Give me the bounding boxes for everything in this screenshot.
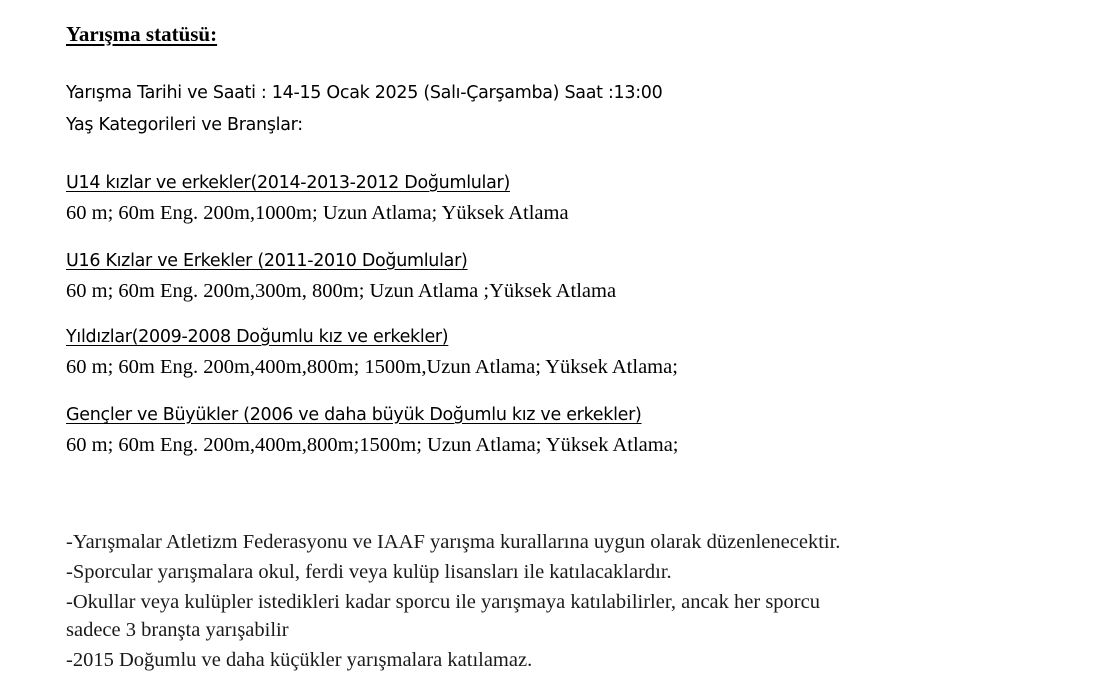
date-time-line: Yarışma Tarihi ve Saati : 14-15 Ocak 2025 (Salı-Çarşamba) Saat :13:00 <box>66 83 663 103</box>
category-heading-u16: U16 Kızlar ve Erkekler (2011-2010 Doğumlular) <box>66 251 468 271</box>
note-rules: -Yarışmalar Atletizm Federasyonu ve IAAF yarışma kurallarına uygun olarak düzenlenecektir. <box>66 531 841 553</box>
category-heading-yildizlar: Yıldızlar(2009-2008 Doğumlu kız ve erkekler) <box>66 327 449 347</box>
category-events-gencler-buyukler: 60 m; 60m Eng. 200m,400m,800m;1500m; Uzun Atlama; Yüksek Atlama; <box>66 434 679 456</box>
category-heading-gencler-buyukler: Gençler ve Büyükler (2006 ve daha büyük Doğumlu kız ve erkekler) <box>66 405 642 425</box>
note-participation-continued: sadece 3 branşta yarışabilir <box>66 619 289 641</box>
category-heading-u14: U14 kızlar ve erkekler(2014-2013-2012 Doğumlular) <box>66 173 510 193</box>
categories-heading: Yaş Kategorileri ve Branşlar: <box>66 115 303 135</box>
note-participation: -Okullar veya kulüpler istedikleri kadar sporcu ile yarışmaya katılabilirler, ancak her sporcu <box>66 591 820 613</box>
document-title: Yarışma statüsü: <box>66 22 218 46</box>
note-licenses: -Sporcular yarışmalara okul, ferdi veya kulüp lisansları ile katılacaklardır. <box>66 561 672 583</box>
note-age-limit: -2015 Doğumlu ve daha küçükler yarışmalara katılamaz. <box>66 649 533 671</box>
category-events-yildizlar: 60 m; 60m Eng. 200m,400m,800m; 1500m,Uzun Atlama; Yüksek Atlama; <box>66 356 678 378</box>
category-events-u14: 60 m; 60m Eng. 200m,1000m; Uzun Atlama; Yüksek Atlama <box>66 202 569 224</box>
category-events-u16: 60 m; 60m Eng. 200m,300m, 800m; Uzun Atlama ;Yüksek Atlama <box>66 280 617 302</box>
